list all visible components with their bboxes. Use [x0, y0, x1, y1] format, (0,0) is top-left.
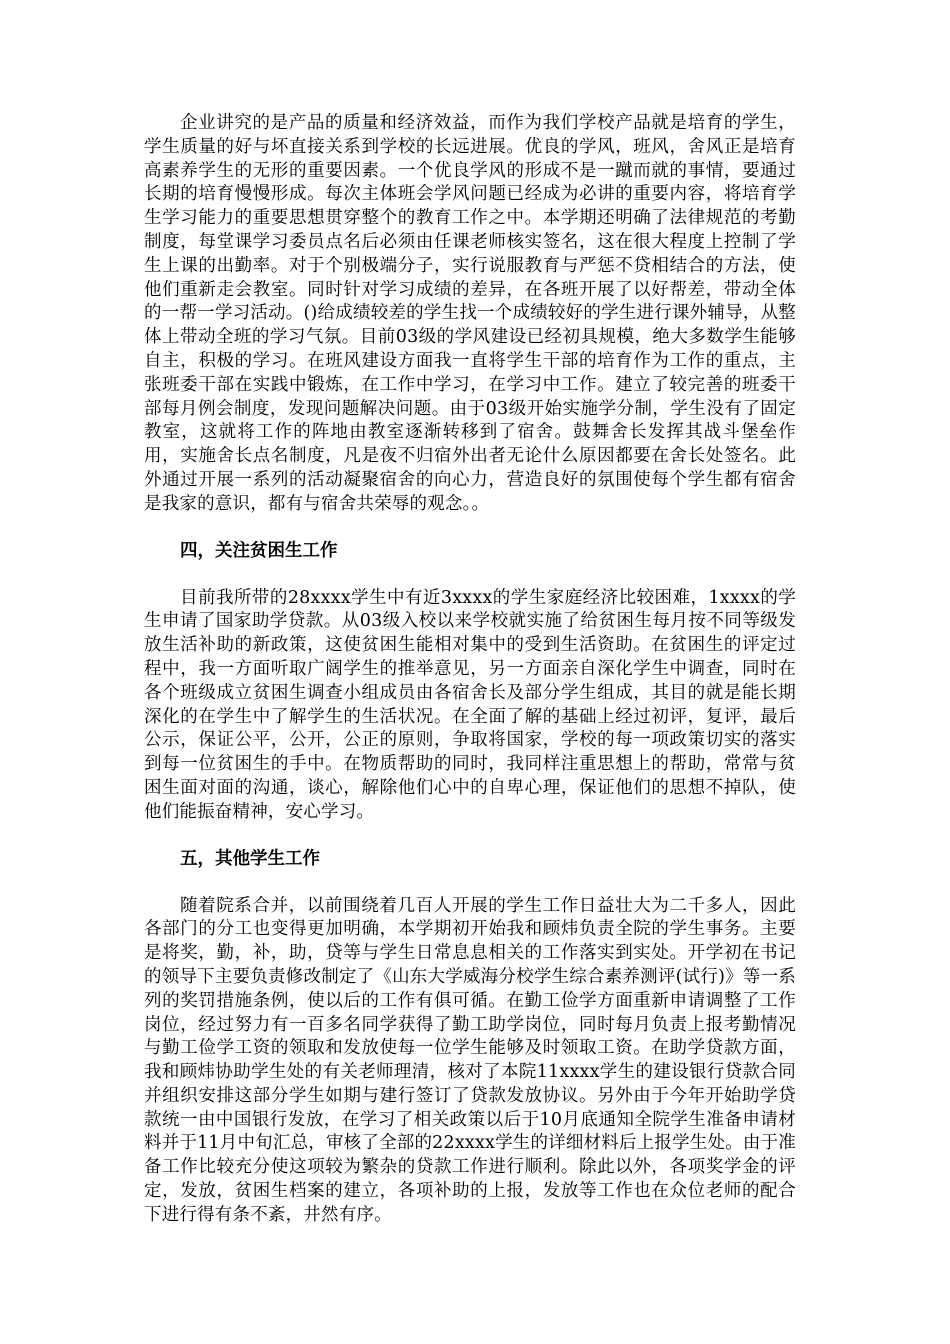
document-page [144, 112, 796, 1228]
body-paragraph-poor-students: 目前我所带的28xxxx学生中有近3xxxx的学生家庭经济比较困难，1xxxx的学生申请了国家助学贷款。从03级入校以来学校就实施了给贫困生每月按不同等级发放生活补助的新政策，这使贫困生能相对集中的受到生活资助。在贫困生的评定过程中，我一方面听取广阔学生的推举意见，另一方面亲自深化学生中调查，同时在各个班级成立贫困生调查小组成员由各宿舍长及部分学生组成，其目的就是能长期深化的在学生中了解学生的生活状况。在全面了解的基础上经过初评，复评，最后公示，保证公平，公开，公正的原则，争取将国家，学校的每一项政策切实的落实到每一位贫困生的手中。在物质帮助的同时，我同样注重思想上的帮助，常常与贫困生面对面的沟通，谈心，解除他们心中的自卑心理，保证他们的思想不掉队，使他们能振奋精神，安心学习。 [144, 587, 796, 822]
section-heading-poor-students: 四，关注贫困生工作 [180, 540, 338, 561]
body-paragraph-study-style: 企业讲究的是产品的质量和经济效益，而作为我们学校产品就是培育的学生，学生质量的好与坏直接关系到学校的长远进展。优良的学风，班风，舍风正是培育高素养学生的无形的重要因素。一个优良学风的形成不是一蹴而就的事情，要通过长期的培育慢慢形成。每次主体班会学风问题已经成为必讲的重要内容，将培育学生学习能力的重要思想贯穿整个的教育工作之中。本学期还明确了法律规范的考勤制度，每堂课学习委员点名后必须由任课老师核实签名，这在很大程度上控制了学生上课的出勤率。对于个别极端分子，实行说服教育与严惩不贷相结合的方法，使他们重新走会教室。同时针对学习成绩的差异，在各班开展了以好帮差，带动全体的一帮一学习活动。()给成绩较差的学生找一个成绩较好的学生进行课外辅导，从整体上带动全班的学习气氛。目前03级的学风建设已经初具规模，绝大多数学生能够自主，积极的学习。在班风建设方面我一直将学生干部的培育作为工作的重点，主张班委干部在实践中锻炼，在工作中学习，在学习中工作。建立了较完善的班委干部每月例会制度，发现问题解决问题。由于03级开始实施学分制，学生没有了固定教室，这就将工作的阵地由教室逐渐转移到了宿舍。鼓舞舍长发挥其战斗堡垒作用，实施舍长点名制度，凡是夜不归宿外出者无论什么原因都要在舍长处签名。此外通过开展一系列的活动凝聚宿舍的向心力，营造良好的氛围使每个学生都有宿舍是我家的意识，都有与宿舍共荣辱的观念。。 [144, 113, 796, 514]
body-paragraph-other-work: 随着院系合并，以前围绕着几百人开展的学生工作日益壮大为二千多人，因此各部门的分工也变得更加明确，本学期初开始我和顾炜负责全院的学生事务。主要是将奖，勤，补，助，贷等与学生日常息息相关的工作落实到实处。开学初在书记的领导下主要负责修改制定了《山东大学威海分校学生综合素养测评(试行)》等一系列的奖罚措施条例，使以后的工作有俱可循。在勤工俭学方面重新申请调整了工作岗位，经过努力有一百多名同学获得了勤工助学岗位，同时每月负责上报考勤情况与勤工俭学工资的领取和发放使每一位学生能够及时领取工资。在助学贷款方面，我和顾炜协助学生处的有关老师理清，核对了本院11xxxx学生的建设银行贷款合同并组织安排这部分学生如期与建行签订了贷款发放协议。另外由于今年开始助学贷款统一由中国银行发放，在学习了相关政策以后于10月底通知全院学生准备申请材料并于11月中旬汇总，审核了全部的22xxxx学生的详细材料后上报学生处。由于准备工作比较充分使这项较为繁杂的贷款工作进行顺利。除此以外，各项奖学金的评定，发放，贫困生档案的建立，各项补助的上报，发放等工作也在众位老师的配合下进行得有条不紊，井然有序。 [144, 895, 797, 1225]
section-heading-other-work: 五，其他学生工作 [180, 848, 320, 869]
